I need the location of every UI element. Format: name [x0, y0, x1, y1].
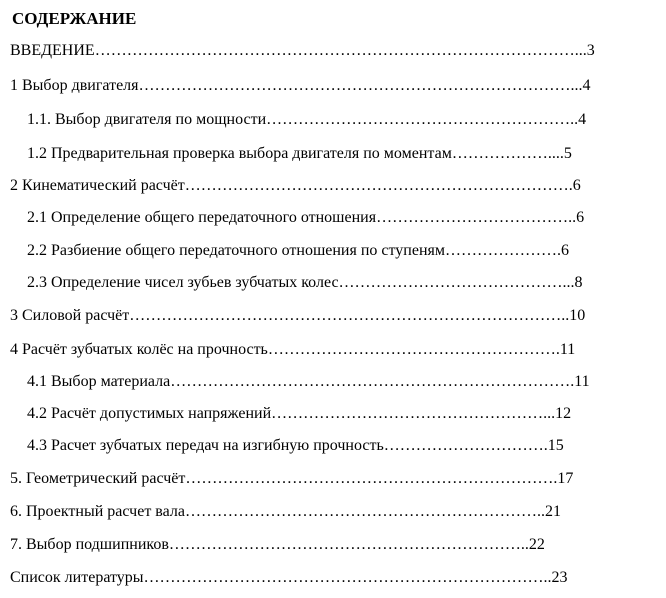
- toc-entry-4: [10, 340, 658, 360]
- toc-entry-text: 4 Расчёт зубчатых колёс на прочность……………………………………………….11: [10, 341, 576, 358]
- toc-title: СОДЕРЖАНИЕ: [12, 9, 137, 28]
- toc-entry-text: 2 Кинематический расчёт……………………………………………………………….6: [10, 177, 581, 194]
- toc-entry-1-1: [27, 110, 656, 130]
- toc-entry-5: [10, 469, 658, 489]
- toc-entry-2-2: [27, 241, 656, 261]
- toc-entry-text: 2.1 Определение общего передаточного отношения………………………………..6: [27, 209, 585, 226]
- toc-entry-text: 7. Выбор подшипников…………………………………………………………..22: [10, 536, 545, 553]
- toc-entry-2: [10, 176, 658, 196]
- toc-entry-text: 4.3 Расчет зубчатых передач на изгибную прочность………………………….15: [27, 437, 564, 454]
- toc-entry-4-2: [27, 404, 656, 424]
- toc-entry-text: 1.2 Предварительная проверка выбора двигателя по моментам………………....5: [27, 145, 572, 162]
- toc-entry-6: [10, 502, 658, 522]
- toc-entry-4-1: [27, 372, 656, 392]
- toc-entry-2-3: [27, 273, 656, 293]
- toc-entry-introduction: [10, 41, 658, 61]
- toc-entry-text: 5. Геометрический расчёт…………………………………………………………….17: [10, 470, 574, 487]
- toc-entry-text: 2.2 Разбиение общего передаточного отношения по ступеням………………….6: [27, 242, 570, 259]
- toc-entry-7: [10, 535, 658, 555]
- toc-entry-3: [10, 306, 658, 326]
- toc-entry-2-1: [27, 208, 656, 228]
- toc-entry-text: 1 Выбор двигателя………………………………………………………………………...4: [10, 77, 591, 94]
- toc-entry-4-3: [27, 436, 656, 456]
- toc-entry-text: 4.1 Выбор материала………………………………………………………………….11: [27, 373, 590, 390]
- toc-entry-1: [10, 76, 658, 96]
- toc-entry-references: [10, 568, 658, 588]
- toc-entry-text: 6. Проектный расчет вала…………………………………………………………..21: [10, 503, 561, 520]
- toc-entry-1-2: [27, 144, 656, 164]
- toc-entry-text: 2.3 Определение чисел зубьев зубчатых колес……………………………………...8: [27, 274, 583, 291]
- toc-entry-text: Список литературы…………………………………………………………………..23: [10, 569, 568, 586]
- toc-entry-text: 4.2 Расчёт допустимых напряжений……………………………………………...12: [27, 405, 572, 422]
- toc-entry-text: 1.1. Выбор двигателя по мощности…………………………………………………..4: [27, 111, 587, 128]
- toc-entry-text: 3 Силовой расчёт………………………………………………………………………..10: [10, 307, 586, 324]
- toc-entry-text: ВВЕДЕНИЕ………………………………………………………………………………...3: [10, 42, 595, 59]
